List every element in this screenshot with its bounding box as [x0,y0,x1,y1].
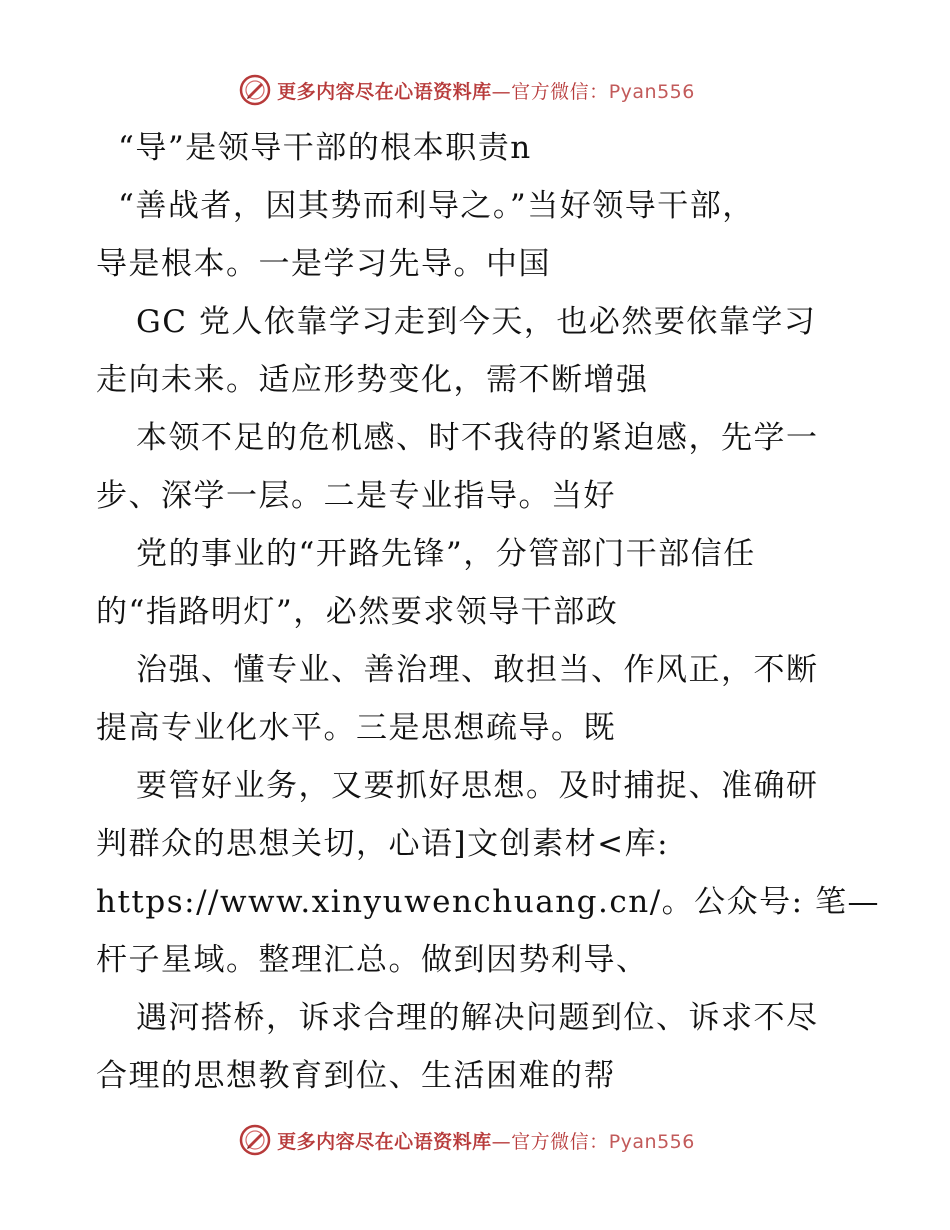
brand-logo-icon [239,1124,271,1156]
body-line: 合理的思想教育到位、生活困难的帮 [96,1058,616,1094]
body-line: “导”是领导干部的根本职责n [118,130,532,166]
body-line: 导是根本。一是学习先导。中国 [96,246,551,282]
body-line: 判群众的思想关切，心语]文创素材<库: [96,826,670,862]
body-line: 提高专业化水平。三是思想疏导。既 [96,710,616,746]
page-header [0,70,950,110]
header-wechat-id: Pyan556 [608,80,695,103]
header-dash: — [491,80,512,103]
body-line: 步、深学一层。二是专业指导。当好 [96,478,616,514]
body-line: 党的事业的“开路先锋”，分管部门干部信任 [136,536,756,572]
header-brand [239,74,695,106]
footer-dash: — [491,1130,512,1153]
footer-brand-text: 更多内容尽在心语资料库 [277,1130,492,1153]
footer-wechat-id: Pyan556 [608,1130,695,1153]
body-line: 要管好业务，又要抓好思想。及时捕捉、准确研 [136,768,819,804]
footer-official-label: 官方微信： [511,1130,609,1153]
body-line-url: https://www.xinyuwenchuang.cn/。公众号: 笔— [96,884,880,920]
body-line: “善战者，因其势而利导之。”当好领导干部， [118,188,755,224]
brand-logo-icon [239,74,271,106]
body-line: 走向未来。适应形势变化，需不断增强 [96,362,649,398]
body-line: 治强、懂专业、善治理、敢担当、作风正，不断 [136,652,819,688]
body-line: 本领不足的危机感、时不我待的紧迫感，先学一 [136,420,819,456]
header-official-label: 官方微信： [511,80,609,103]
body-line: 杆子星域。整理汇总。做到因势利导、 [96,942,649,978]
header-brand-text: 更多内容尽在心语资料库 [277,80,492,103]
body-line: 遇河搭桥，诉求合理的解决问题到位、诉求不尽 [136,1000,819,1036]
body-line: 的“指路明灯”，必然要求领导干部政 [96,594,619,630]
page-footer [0,1120,950,1160]
footer-brand [239,1124,695,1156]
body-line: GC 党人依靠学习走到今天，也必然要依靠学习 [136,304,817,340]
